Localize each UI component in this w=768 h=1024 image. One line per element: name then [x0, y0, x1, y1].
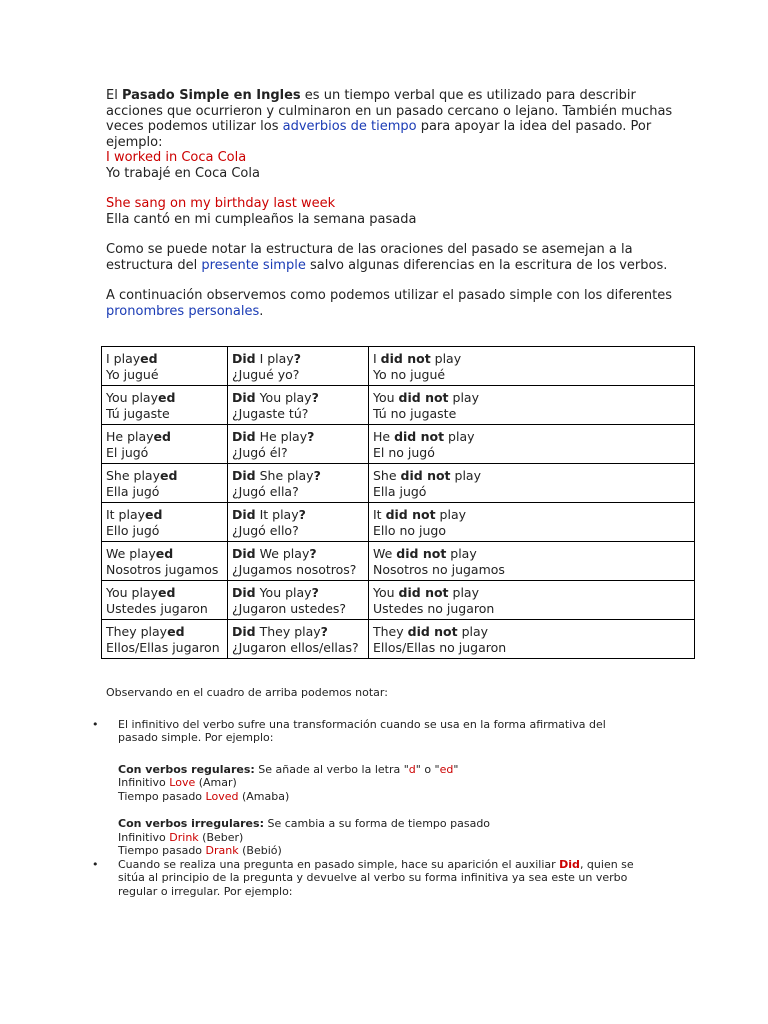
suffix: ed	[140, 351, 158, 366]
suffix-d: d	[408, 762, 416, 776]
table-row	[102, 620, 695, 659]
table-row	[102, 503, 695, 542]
auxiliary: Did	[232, 468, 256, 483]
intro-section	[106, 88, 686, 319]
affirmative-english	[106, 351, 223, 367]
text	[118, 858, 706, 872]
interrogative-spanish: ¿Jugó ella?	[232, 483, 299, 499]
affirmative-english	[106, 429, 223, 445]
paragraph-3-line-1: A continuación observemos como podemos utilizar el pasado simple con los diferentes	[106, 288, 673, 303]
text: play	[435, 507, 467, 522]
affirmative-spanish: Tú jugaste	[106, 405, 170, 421]
affirmative-spanish: Ustedes jugaron	[106, 600, 208, 616]
interrogative-cell	[228, 464, 369, 503]
notes-list	[92, 717, 706, 899]
text: You	[373, 585, 399, 600]
text: I play	[106, 351, 141, 366]
example-2-english: She sang on my birthday last week	[106, 196, 336, 211]
negative-cell	[369, 347, 695, 386]
interrogative-cell	[228, 503, 369, 542]
text: He play	[255, 429, 308, 444]
text: regular o irregular. Por ejemplo:	[118, 884, 293, 898]
text: " o "	[415, 762, 440, 776]
text: She play	[106, 468, 160, 483]
auxiliary: Did	[232, 429, 256, 444]
negative-english	[373, 507, 690, 523]
table-row	[102, 386, 695, 425]
question-mark: ?	[320, 624, 328, 639]
interrogative-spanish: ¿Jugaron ustedes?	[232, 600, 347, 616]
negative-english	[373, 429, 690, 445]
irregular-infinitive	[118, 831, 706, 845]
question-mark: ?	[307, 429, 315, 444]
text: Se cambia a su forma de tiempo pasado	[263, 817, 491, 830]
interrogative-cell	[228, 347, 369, 386]
affirmative-english	[106, 468, 223, 484]
text: , quien se	[579, 857, 634, 871]
text: You	[373, 390, 399, 405]
interrogative-spanish: ¿Jugó ello?	[232, 522, 299, 538]
text: We play	[106, 546, 156, 561]
text: para apoyar la idea del pasado. Por	[416, 119, 652, 134]
negative-spanish: Ustedes no jugaron	[373, 600, 495, 616]
auxiliary: Did	[232, 585, 256, 600]
conjugation-table-body	[102, 347, 695, 659]
text: It play	[255, 507, 299, 522]
bullet-icon: •	[92, 717, 99, 731]
text: We	[373, 546, 397, 561]
text: I	[373, 351, 381, 366]
link-presente-simple[interactable]: presente simple	[201, 257, 306, 273]
interrogative-english	[232, 585, 364, 601]
verb-word: Drink	[169, 830, 199, 844]
interrogative-spanish: ¿Jugaste tú?	[232, 405, 309, 421]
label: Con verbos irregulares:	[118, 817, 264, 830]
text: They play	[106, 624, 168, 639]
negation: did not	[398, 585, 449, 600]
affirmative-spanish: Ella jugó	[106, 483, 160, 499]
negative-cell	[369, 464, 695, 503]
suffix-ed: ed	[439, 762, 454, 776]
negative-cell	[369, 503, 695, 542]
negative-spanish: Nosotros no jugamos	[373, 561, 505, 577]
intro-line-2: acciones que ocurrieron y culminaron en un pasado cercano o lejano. También muchas	[106, 103, 673, 119]
affirmative-cell	[102, 464, 228, 503]
negative-spanish: Yo no jugué	[373, 366, 446, 382]
negative-cell	[369, 386, 695, 425]
text: .	[259, 303, 264, 319]
affirmative-english	[106, 507, 223, 523]
affirmative-cell	[102, 503, 228, 542]
table-row	[102, 347, 695, 386]
text: You play	[106, 585, 158, 600]
example-1-spanish: Yo trabajé en Coca Cola	[106, 165, 260, 181]
link-adverbios[interactable]: adverbios de tiempo	[282, 119, 417, 134]
affirmative-english	[106, 390, 223, 406]
table-row	[102, 581, 695, 620]
text: Infinitivo	[118, 830, 170, 844]
affirmative-spanish: Nosotros jugamos	[106, 561, 219, 577]
negative-english	[373, 390, 690, 406]
interrogative-cell	[228, 542, 369, 581]
paragraph-3-line-2	[106, 304, 686, 320]
question-mark: ?	[313, 468, 321, 483]
negative-english	[373, 351, 690, 367]
negative-spanish: Ella jugó	[373, 483, 427, 499]
affirmative-cell	[102, 542, 228, 581]
text: They	[373, 624, 408, 639]
text: play	[457, 624, 489, 639]
regular-verbs-rule	[118, 763, 706, 777]
auxiliary: Did	[232, 546, 256, 561]
text: estructura del	[106, 257, 202, 273]
text: We play	[255, 546, 310, 561]
interrogative-english	[232, 624, 364, 640]
affirmative-english	[106, 585, 223, 601]
text: play	[448, 585, 479, 600]
suffix: ed	[157, 585, 176, 600]
interrogative-cell	[228, 620, 369, 659]
text: (Bebió)	[238, 844, 282, 857]
negation: did not	[400, 468, 451, 483]
label: Con verbos regulares:	[118, 762, 255, 776]
negative-english	[373, 585, 690, 601]
negative-english	[373, 546, 690, 562]
text: You play	[106, 390, 158, 405]
text: sitúa al principio de la pregunta y devuelve al verbo su forma infinitiva ya sea este un verbo	[118, 871, 628, 884]
bullet-icon: •	[92, 857, 99, 871]
intro-line-4: ejemplo:	[106, 134, 163, 150]
question-mark: ?	[311, 390, 319, 405]
verb-word: Loved	[205, 789, 239, 803]
interrogative-english	[232, 468, 364, 484]
intro-line-1	[106, 88, 686, 104]
regular-verbs-block	[118, 763, 706, 804]
text: play	[450, 468, 481, 483]
question-mark: ?	[293, 351, 301, 366]
text: play	[444, 429, 475, 444]
text: veces podemos utilizar los	[106, 119, 283, 134]
text: (Amar)	[195, 776, 237, 789]
auxiliary: Did	[232, 624, 256, 639]
question-mark: ?	[298, 507, 306, 522]
example-1-english: I worked in Coca Cola	[106, 150, 247, 165]
text: es un tiempo verbal que es utilizado para describir	[300, 88, 636, 103]
interrogative-english	[232, 429, 364, 445]
auxiliary: Did	[232, 390, 256, 405]
text: play	[446, 546, 477, 561]
suffix: ed	[167, 624, 185, 639]
topic-title: Pasado Simple en Ingles	[121, 88, 301, 103]
text: El	[106, 88, 122, 103]
text: Se añade al verbo la letra "	[254, 762, 409, 776]
text: pasado simple. Por ejemplo:	[118, 731, 274, 744]
suffix: ed	[153, 429, 171, 444]
text: (Amaba)	[238, 789, 290, 803]
text: "	[453, 762, 459, 776]
observe-text: Observando en el cuadro de arriba podemos notar:	[106, 686, 388, 699]
negative-spanish: Tú no jugaste	[373, 405, 457, 421]
interrogative-english	[232, 390, 364, 406]
interrogative-spanish: ¿Jugó él?	[232, 444, 288, 460]
interrogative-english	[232, 351, 364, 367]
intro-line-3	[106, 119, 686, 135]
text: They play	[255, 624, 321, 639]
negative-spanish: El no jugó	[373, 444, 435, 460]
text: play	[448, 390, 479, 405]
regular-past	[118, 790, 706, 804]
negation: did not	[398, 390, 449, 405]
affirmative-english	[106, 624, 223, 640]
affirmative-cell	[102, 347, 228, 386]
regular-infinitive	[118, 776, 706, 790]
affirmative-spanish: Ellos/Ellas jugaron	[106, 639, 220, 655]
text: play	[430, 351, 462, 366]
negation: did not	[394, 429, 445, 444]
affirmative-spanish: El jugó	[106, 444, 149, 460]
negative-english	[373, 624, 690, 640]
affirmative-spanish: Yo jugué	[106, 366, 159, 382]
text: She	[373, 468, 401, 483]
interrogative-english	[232, 507, 364, 523]
example-2-spanish: Ella cantó en mi cumpleaños la semana pasada	[106, 211, 417, 227]
suffix: ed	[145, 507, 163, 522]
table-row	[102, 425, 695, 464]
list-item	[92, 857, 706, 899]
text: El infinitivo del verbo sufre una transformación cuando se usa en la forma afirmativa del	[118, 717, 606, 731]
text: Tiempo pasado	[118, 789, 206, 803]
text: She play	[255, 468, 314, 483]
text: Cuando se realiza una pregunta en pasado simple, hace su aparición el auxiliar	[118, 857, 560, 871]
text: He	[373, 429, 395, 444]
auxiliary: Did	[232, 507, 256, 522]
text: It play	[106, 507, 146, 522]
conjugation-table	[101, 346, 695, 659]
negation: did not	[407, 624, 458, 639]
paragraph-2-line-2	[106, 258, 686, 274]
negative-spanish: Ello no jugo	[373, 522, 446, 538]
interrogative-spanish: ¿Jugamos nosotros?	[232, 561, 357, 577]
affirmative-english	[106, 546, 223, 562]
link-pronombres[interactable]: pronombres personales	[106, 303, 260, 319]
negative-english	[373, 468, 690, 484]
verb-word: Love	[169, 776, 196, 789]
notes-section	[92, 686, 706, 898]
irregular-past	[118, 844, 706, 858]
interrogative-cell	[228, 581, 369, 620]
text: (Beber)	[198, 830, 244, 844]
list-item	[92, 717, 706, 858]
negation: did not	[396, 546, 447, 561]
paragraph-2-line-1: Como se puede notar la estructura de las oraciones del pasado se asemejan a la	[106, 242, 633, 257]
suffix: ed	[160, 468, 178, 483]
text: You play	[255, 390, 312, 405]
negative-cell	[369, 620, 695, 659]
question-mark: ?	[311, 585, 319, 600]
negation: did not	[380, 351, 431, 366]
interrogative-spanish: ¿Jugaron ellos/ellas?	[232, 639, 359, 655]
negative-spanish: Ellos/Ellas no jugaron	[373, 639, 507, 655]
question-mark: ?	[309, 546, 317, 561]
text: Tiempo pasado	[118, 844, 206, 857]
interrogative-cell	[228, 425, 369, 464]
negative-cell	[369, 542, 695, 581]
table-row	[102, 542, 695, 581]
text: Infinitivo	[118, 776, 170, 789]
affirmative-cell	[102, 386, 228, 425]
interrogative-cell	[228, 386, 369, 425]
negative-cell	[369, 425, 695, 464]
table-row	[102, 464, 695, 503]
affirmative-spanish: Ello jugó	[106, 522, 160, 538]
interrogative-english	[232, 546, 364, 562]
verb-word: Drank	[205, 844, 239, 857]
text: salvo algunas diferencias en la escritura de los verbos.	[305, 257, 668, 273]
text: It	[373, 507, 386, 522]
affirmative-cell	[102, 425, 228, 464]
auxiliary: Did	[232, 351, 256, 366]
auxiliary-did: Did	[559, 857, 580, 871]
irregular-verbs-block	[118, 817, 706, 858]
affirmative-cell	[102, 620, 228, 659]
affirmative-cell	[102, 581, 228, 620]
suffix: ed	[155, 546, 174, 561]
suffix: ed	[157, 390, 176, 405]
negation: did not	[385, 507, 436, 522]
interrogative-spanish: ¿Jugué yo?	[232, 366, 300, 382]
negative-cell	[369, 581, 695, 620]
text: He play	[106, 429, 154, 444]
text: I play	[255, 351, 294, 366]
irregular-verbs-rule	[118, 817, 706, 831]
text: You play	[255, 585, 312, 600]
